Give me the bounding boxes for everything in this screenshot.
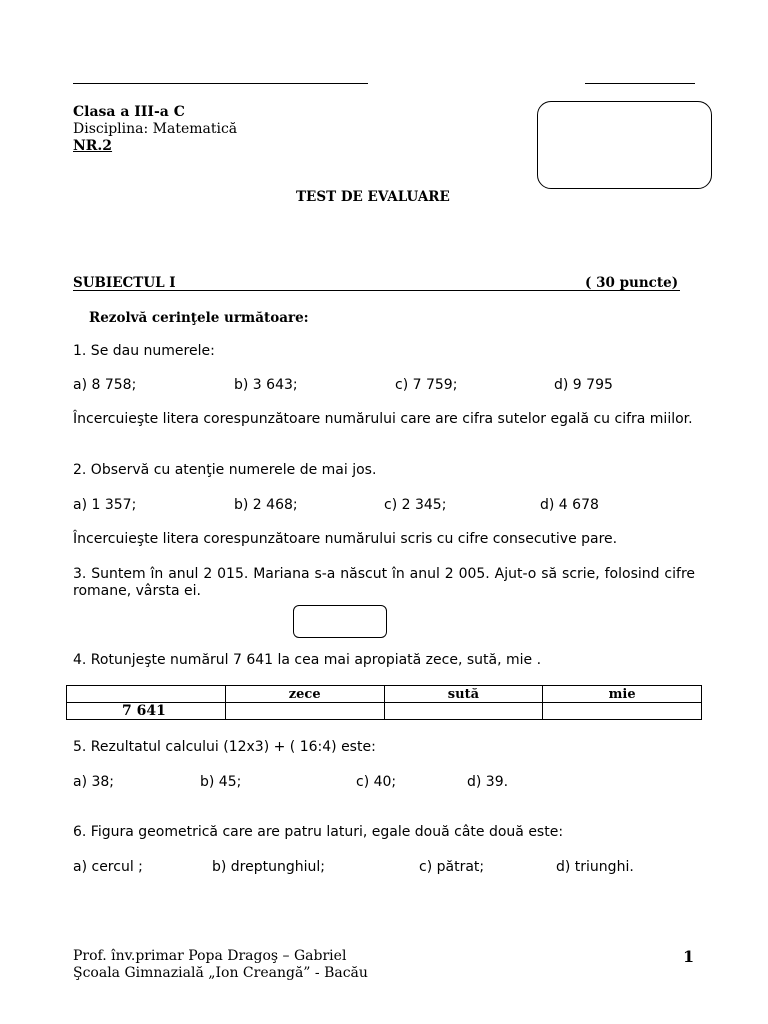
table-header-row [67, 686, 702, 703]
q4-prompt: 4. Rotunjeşte numărul 7 641 la cea mai apropiată zece, sută, mie . [73, 652, 542, 668]
q2-task: Încercuieşte litera corespunzătoare numărului scris cu cifre consecutive pare. [73, 531, 618, 547]
answer-suta[interactable] [384, 703, 543, 720]
q2-option-b[interactable]: b) 2 468; [234, 497, 298, 513]
q5-prompt: 5. Rezultatul calcului (12x3) + ( 16:4) este: [73, 739, 376, 755]
q6-option-d[interactable]: d) triunghi. [556, 859, 634, 875]
name-line [73, 83, 368, 84]
footer-teacher: Prof. înv.primar Popa Dragoş – Gabriel [73, 948, 347, 964]
number-cell: 7 641 [67, 703, 226, 720]
table-header-cell [67, 686, 226, 703]
answer-zece[interactable] [225, 703, 384, 720]
q5-option-b[interactable]: b) 45; [200, 774, 242, 790]
section-label: SUBIECTUL I [73, 275, 176, 291]
header-zece: zece [225, 686, 384, 703]
header-mie: mie [543, 686, 702, 703]
q1-task: Încercuieşte litera corespunzătoare numărului care are cifra sutelor egală cu cifra miilor. [73, 411, 693, 427]
q6-option-b[interactable]: b) dreptunghiul; [212, 859, 325, 875]
q6-option-c[interactable]: c) pătrat; [419, 859, 485, 875]
q2-option-a[interactable]: a) 1 357; [73, 497, 137, 513]
q5-option-a[interactable]: a) 38; [73, 774, 115, 790]
header-suta: sută [384, 686, 543, 703]
q1-prompt: 1. Se dau numerele: [73, 343, 215, 359]
q2-prompt: 2. Observă cu atenţie numerele de mai jos. [73, 462, 377, 478]
answer-mie[interactable] [543, 703, 702, 720]
q1-option-a[interactable]: a) 8 758; [73, 377, 137, 393]
section-instruction: Rezolvă cerinţele următoare: [89, 310, 309, 326]
q1-option-d[interactable]: d) 9 795 [554, 377, 613, 393]
class-label: Clasa a III-a C [73, 104, 185, 120]
date-line [585, 83, 695, 84]
q3-answer-box[interactable] [293, 605, 387, 638]
table-row [67, 703, 702, 720]
q5-option-d[interactable]: d) 39. [467, 774, 509, 790]
q2-option-d[interactable]: d) 4 678 [540, 497, 599, 513]
rounding-table [66, 685, 702, 720]
q6-option-a[interactable]: a) cercul ; [73, 859, 143, 875]
footer-school: Şcoala Gimnazială „Ion Creangă” - Bacău [73, 965, 368, 981]
section-underline [73, 290, 680, 291]
test-number: NR.2 [73, 138, 113, 154]
q1-option-c[interactable]: c) 7 759; [395, 377, 458, 393]
subject-label: Disciplina: Matematică [73, 121, 238, 137]
q3-text: 3. Suntem în anul 2 015. Mariana s-a născut în anul 2 005. Ajut-o să scrie, folosind cifre romane, vârsta ei. [73, 566, 695, 599]
grade-box[interactable] [537, 101, 712, 189]
q6-prompt: 6. Figura geometrică care are patru laturi, egale două câte două este: [73, 824, 564, 840]
q1-option-b[interactable]: b) 3 643; [234, 377, 298, 393]
section-points: ( 30 puncte) [585, 275, 679, 291]
page-title: TEST DE EVALUARE [296, 189, 450, 205]
q5-option-c[interactable]: c) 40; [356, 774, 397, 790]
page-number: 1 [683, 947, 695, 966]
q2-option-c[interactable]: c) 2 345; [384, 497, 447, 513]
